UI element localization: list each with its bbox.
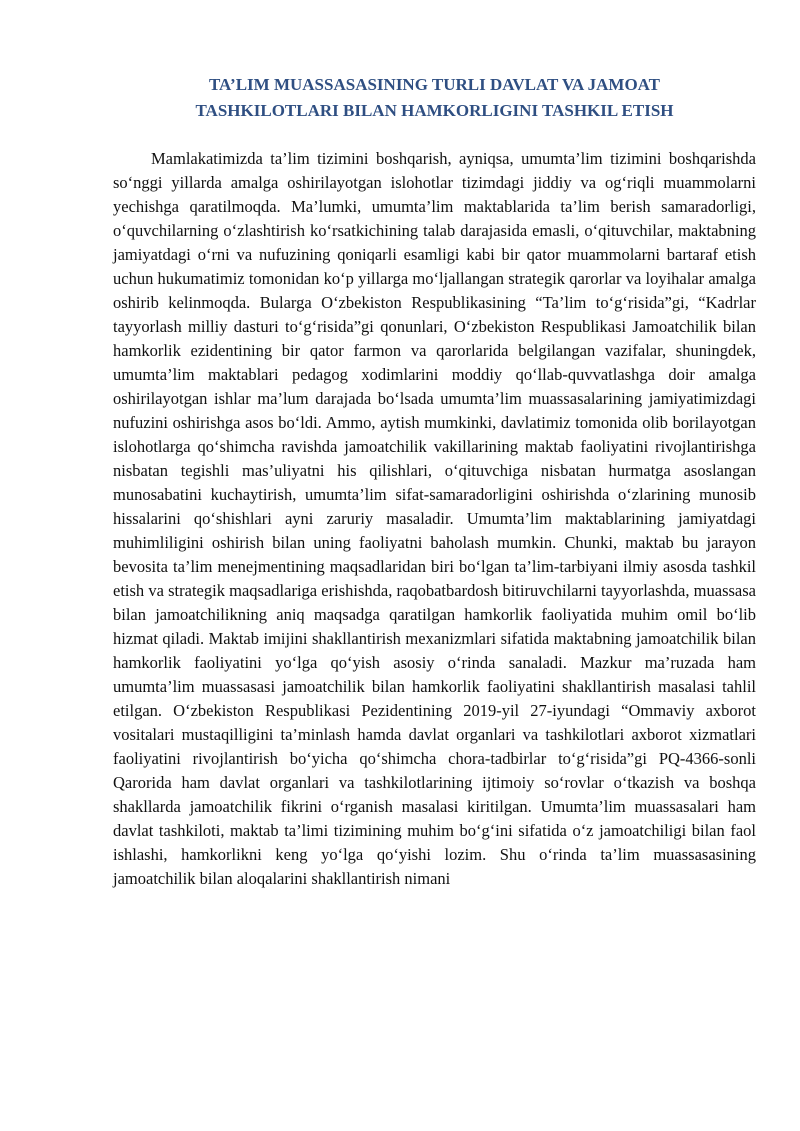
title-line-1: TA’LIM MUASSASASINING TURLI DAVLAT VA JAMOAT [208,75,661,94]
title-line-2: TASHKILOTLARI BILAN HAMKORLIGINI TASHKIL ETISH [195,101,674,120]
document-title [113,72,756,124]
body-paragraph: Mamlakatimizda ta’lim tizimini boshqarish, ayniqsa, umumta’lim tizimini boshqarishda so‘nggi yillarda amalga oshirilayotgan islohotlar tizimdagi jiddiy va og‘riqli muammolarni yechishga qaratilmoqda. Ma’lumki, umumta’lim maktablarida ta’lim berish samaradorligi, o‘quvchilarning o‘zlashtirish ko‘rsatkichining talab darajasida emasli, o‘qituvchilar, maktabning jamiyatdagi o‘rni va nufuzining qoniqarli esamligi kabi bir qator muammolarni bartaraf etish uchun hukumatimiz tomonidan ko‘p yillarga mo‘ljallangan strategik qarorlar va loyihalar amalga oshirib kelinmoqda. Bularga O‘zbekiston Respublikasining “Ta’lim to‘g‘risida”gi, “Kadrlar tayyorlash milliy dasturi to‘g‘risida”gi qonunlari, O‘zbekiston Respublikasi Jamoatchilik bilan hamkorlik ezidentining bir qator farmon va qarorlarida belgilangan vazifalar, shuningdek, umumta’lim maktablari pedagog xodimlarini moddiy qo‘llab-quvvatlashga doir amalga oshirilayotgan ishlar ma’lum darajada bo‘lsada umumta’lim muassasalarining jamiyatimizdagi nufuzini oshirishga asos bo‘ldi. Ammo, aytish mumkinki, davlatimiz tomonida olib borilayotgan islohotlarga qo‘shimcha ravishda jamoatchilik vakillarining maktab faoliyatini rivojlantirishga nisbatan tegishli mas’uliyatni his qilishlari, o‘qituvchiga nisbatan hurmatga asoslangan munosabatini kuchaytirish, umumta’lim sifat-samaradorligini oshirishda o‘zlarining munosib hissalarini qo‘shishlari ayni zaruriy masaladir. Umumta’lim maktablarining jamiyatdagi muhimliligini oshirish bilan uning faoliyatni baholash mumkin. Chunki, maktab bu jarayon bevosita ta’lim menejmentining maqsadlaridan biri bo‘lgan ta’lim-tarbiyani ilmiy asosda tashkil etish va strategik maqsadlariga erishishda, raqobatbardosh bitiruvchilarni tayyorlashda, muassasa bilan jamoatchilikning aniq maqsadga qaratilgan hamkorlik faoliyatida muhim omil bo‘lib hizmat qiladi. Maktab imijini shakllantirish mexanizmlari sifatida maktabning jamoatchilik bilan hamkorlik faoliyatini yo‘lga qo‘yish asosiy o‘rinda sanaladi. Mazkur ma’ruzada ham umumta’lim muassasasi jamoatchilik bilan hamkorlik faoliyatini shakllantirish masalasi tahlil etilgan. O‘zbekiston Respublikasi Pezidentining 2019-yil 27-iyundagi “Ommaviy axborot vositalari mustaqilligini ta’minlash hamda davlat organlari va tashkilotlari axborot xizmatlari faoliyatini rivojlantirish bo‘yicha qo‘shimcha chora-tadbirlar to‘g‘risida”gi PQ-4366-sonli Qarorida ham davlat organlari va tashkilotlarining ijtimoiy so‘rovlar o‘tkazish va boshqa shakllarda jamoatchilik fikrini o‘rganish masalasi kiritilgan. Umumta’lim muassasalari ham davlat tashkiloti, maktab ta’limi tizimining muhim bo‘g‘ini sifatida o‘z jamoatchiligi bilan faol ishlashi, hamkorlikni keng yo‘lga qo‘yishi lozim. Shu o‘rinda ta’lim muassasasining jamoatchilik bilan aloqalarini shakllantirish nimani [113,149,756,888]
document-page [113,72,756,891]
